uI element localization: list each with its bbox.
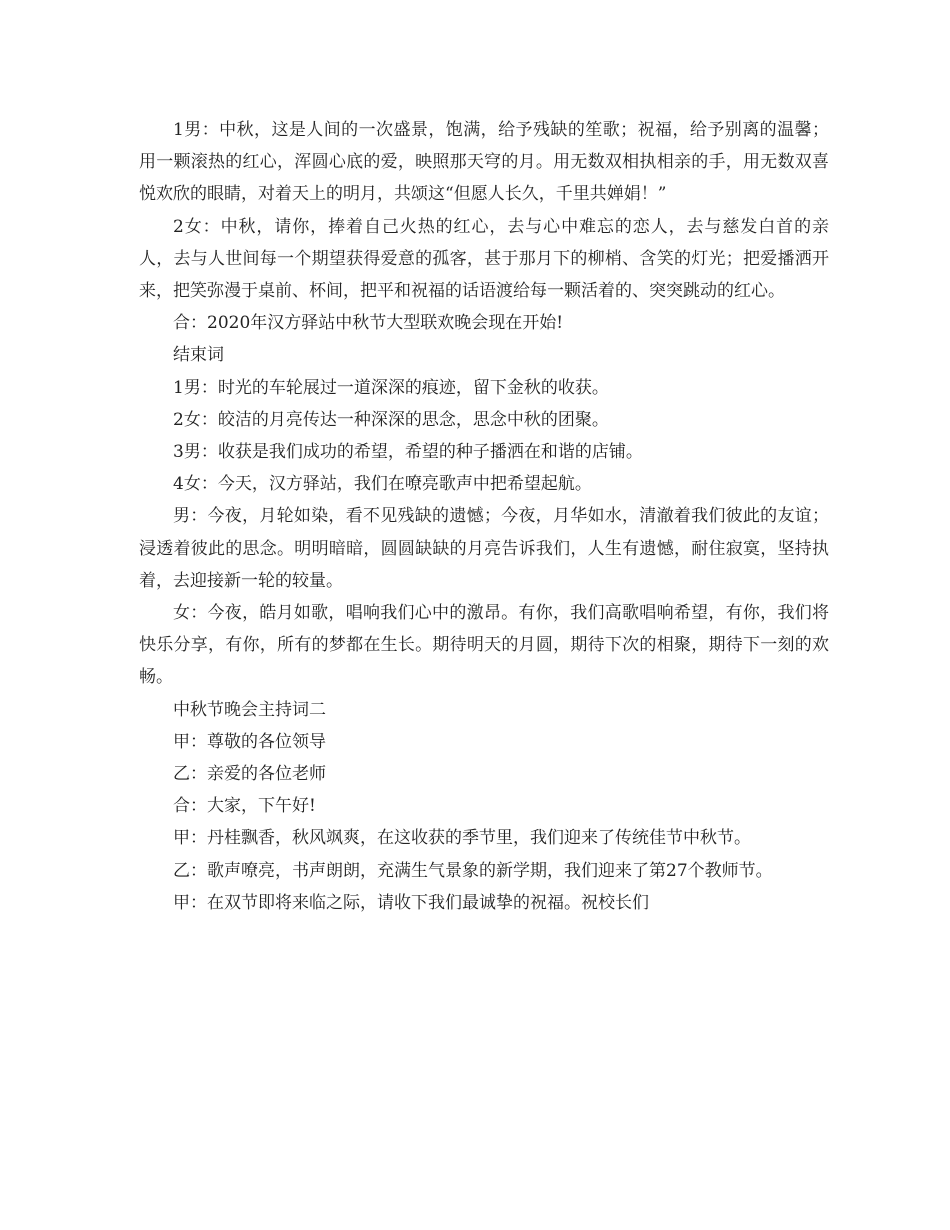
- paragraph-yi-greeting: 乙：亲爱的各位老师: [173, 764, 326, 785]
- paragraph-opening-male-1: 1男：中秋，这是人间的一次盛景，饱满，给予残缺的笙歌；祝福，给予别离的温馨；用一颗滚热的红心，浑圆心底的爱，映照那天穹的月。用无数双相执相亲的手，用无数双喜悦欢欣的眼睛，对着天上的明月，共颂这“但愿人长久，千里共婵娟！”: [139, 120, 829, 205]
- paragraph-closing-male-1: 1男：时光的车轮展过一道深深的痕迹，留下金秋的收获。: [173, 377, 609, 398]
- paragraph-closing-male-3: 3男：收获是我们成功的希望，希望的种子播洒在和谐的店铺。: [173, 442, 643, 463]
- paragraph-closing-male: 男：今夜，月轮如染，看不见残缺的遗憾；今夜，月华如水，清澈着我们彼此的友谊；浸透着彼此的思念。明明暗暗，圆圆缺缺的月亮告诉我们，人生有遗憾，耐住寂寞，坚持执着，去迎接新一轮的较量。: [139, 506, 829, 591]
- paragraph-closing-female-2: 2女：皎洁的月亮传达一种深深的思念，思念中秋的团聚。: [173, 409, 609, 430]
- paragraph-jia-greeting: 甲：尊敬的各位领导: [173, 731, 326, 752]
- paragraph-closing-female: 女：今夜，皓月如歌，唱响我们心中的激昂。有你，我们高歌唱响希望，有你，我们将快乐分享，有你，所有的梦都在生长。期待明天的月圆，期待下次的相聚，期待下一刻的欢畅。: [139, 603, 829, 688]
- paragraph-jia-autumn: 甲：丹桂飘香，秋风飒爽，在这收获的季节里，我们迎来了传统佳节中秋节。: [173, 828, 751, 849]
- paragraph-jia-blessing: 甲：在双节即将来临之际，请收下我们最诚挚的祝福。祝校长们: [173, 892, 649, 913]
- paragraph-opening-female-2: 2女：中秋，请你，捧着自己火热的红心，去与心中难忘的恋人，去与慈发白首的亲人，去与人世间每一个期望获得爱意的孤客，甚于那月下的柳梢、含笑的灯光；把爱播洒开来，把笑弥漫于桌前、杯间，把平和祝福的话语渡给每一颗活着的、突突跳动的红心。: [139, 216, 829, 302]
- section-heading-closing: 结束词: [173, 345, 224, 366]
- paragraph-yi-teachers-day: 乙：歌声嘹亮，书声朗朗，充满生气景象的新学期，我们迎来了第27个教师节。: [173, 860, 773, 881]
- paragraph-opening-together: 合：2020年汉方驿站中秋节大型联欢晚会现在开始!: [173, 313, 564, 334]
- paragraph-closing-female-4: 4女：今天，汉方驿站，我们在嘹亮歌声中把希望起航。: [173, 474, 592, 495]
- section-heading-host-script-two: 中秋节晚会主持词二: [173, 699, 326, 720]
- paragraph-together-greeting: 合：大家，下午好!: [173, 796, 316, 817]
- document-body: [139, 114, 829, 919]
